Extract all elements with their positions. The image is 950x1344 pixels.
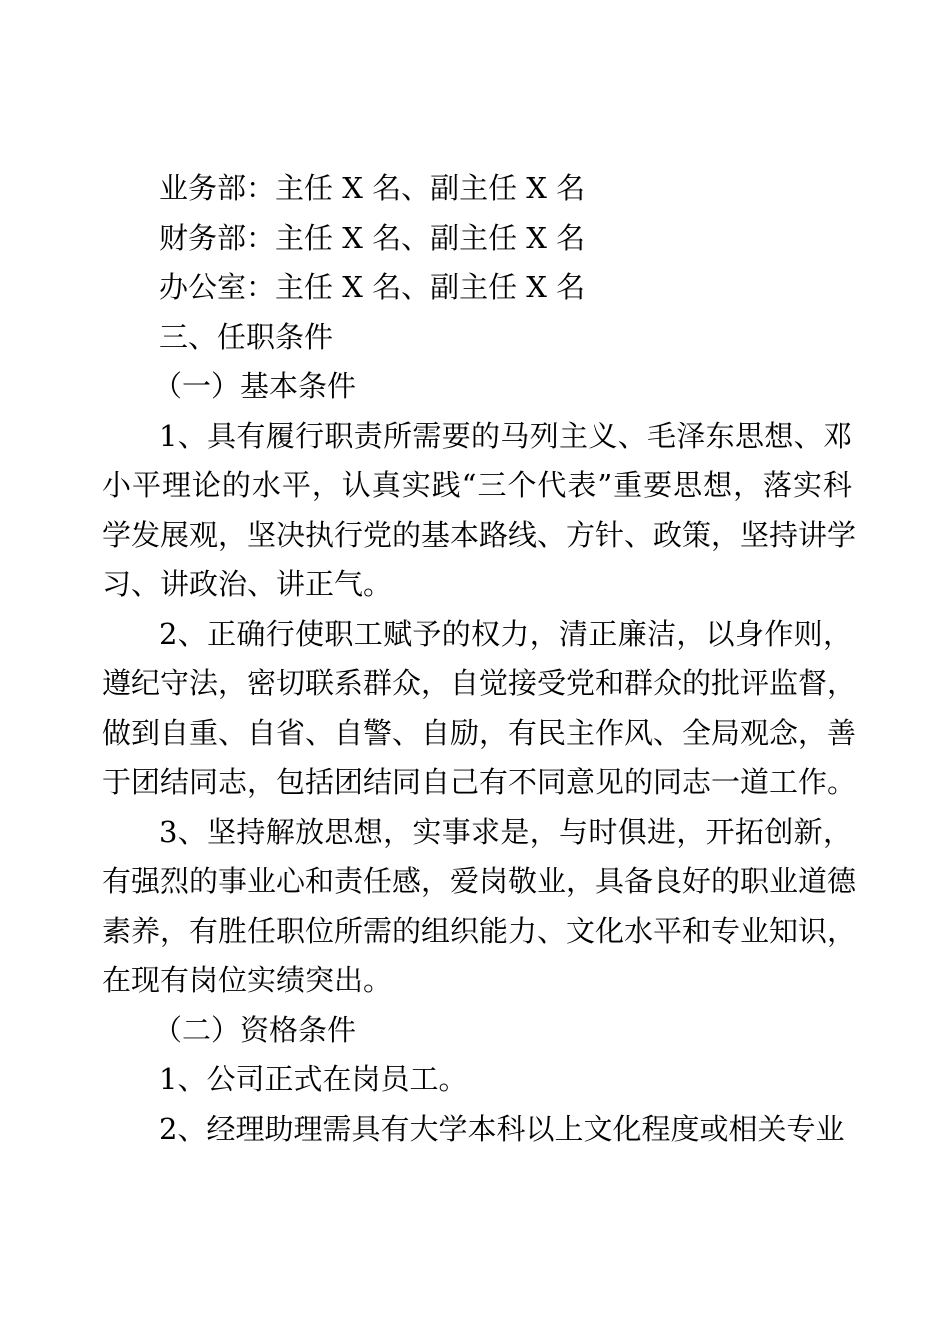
paragraph-line: 3、坚持解放思想，实事求是，与时俱进，开拓创新， xyxy=(159,814,852,849)
paragraph-line: 做到自重、自省、自警、自励，有民主作风、全局观念，善 xyxy=(102,715,857,750)
paragraph-line: 习、讲政治、讲正气。 xyxy=(102,567,393,601)
paragraph-line: 遵纪守法，密切联系群众，自觉接受党和群众的批评监督， xyxy=(102,666,857,700)
basic-condition-3 xyxy=(102,808,857,1006)
paragraph-line: 1、具有履行职责所需要的马列主义、毛泽东思想、邓 xyxy=(159,418,852,453)
paragraph-line: 2、正确行使职工赋予的权力，清正廉洁，以身作则， xyxy=(159,616,852,651)
basic-condition-2 xyxy=(102,610,857,808)
position-line-finance: 财务部：主任 X 名、副主任 X 名 xyxy=(159,220,586,255)
qualification-item-2: 2、经理助理需具有大学本科以上文化程度或相关专业 xyxy=(159,1111,845,1146)
position-line-business: 业务部：主任 X 名、副主任 X 名 xyxy=(159,171,586,205)
paragraph-line: 素养，有胜任职位所需的组织能力、文化水平和专业知识， xyxy=(102,913,857,948)
paragraph-line: 学发展观，坚决执行党的基本路线、方针、政策，坚持讲学 xyxy=(102,517,857,552)
qualification-item-1: 1、公司正式在岗员工。 xyxy=(159,1062,468,1096)
paragraph-line: 于团结同志，包括团结同自己有不同意见的同志一道工作。 xyxy=(102,765,857,799)
subsection-title: （一）基本条件 xyxy=(153,369,357,403)
subsection-title: （二）资格条件 xyxy=(153,1012,357,1047)
paragraph-line: 有强烈的事业心和责任感，爱岗敬业，具备良好的职业道德 xyxy=(102,864,857,898)
position-line-office: 办公室：主任 X 名、副主任 X 名 xyxy=(159,270,586,304)
paragraph-line: 在现有岗位实绩突出。 xyxy=(102,963,393,997)
document-page xyxy=(102,164,857,1154)
basic-condition-1 xyxy=(102,412,857,610)
paragraph-line: 小平理论的水平，认真实践“三个代表”重要思想，落实科 xyxy=(102,468,852,502)
section-title: 三、任职条件 xyxy=(159,319,334,354)
